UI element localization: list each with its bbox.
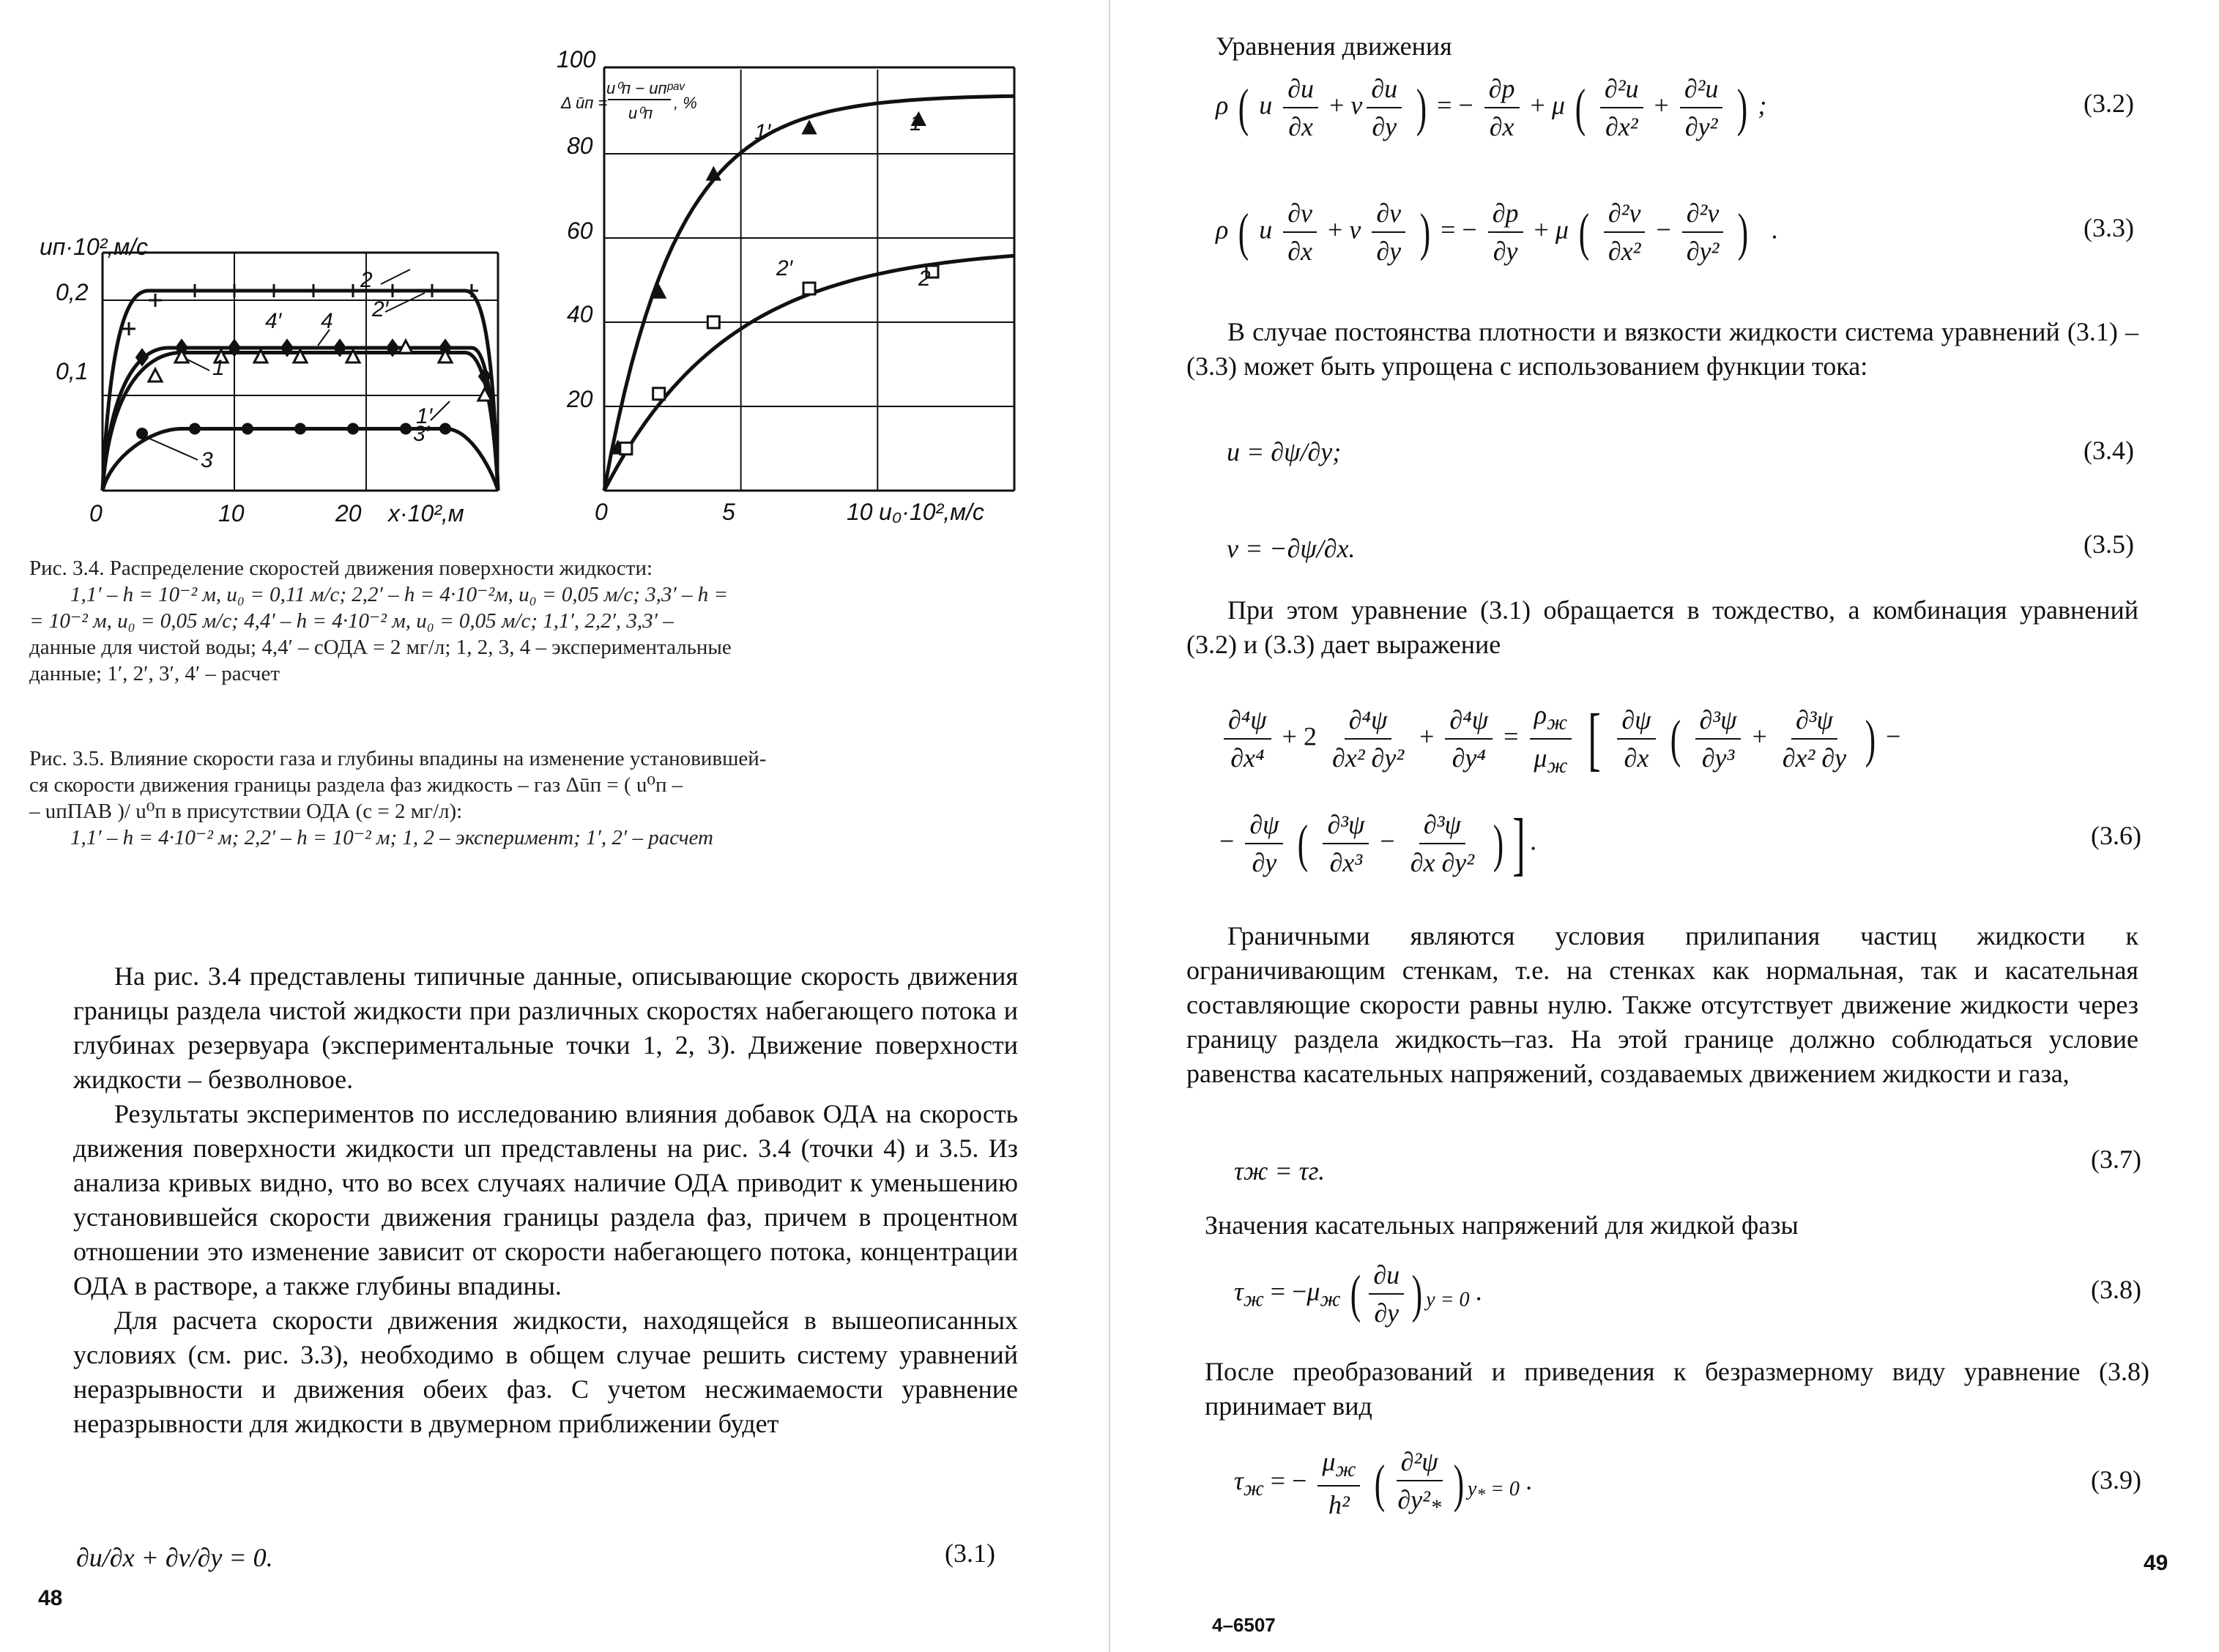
left-body-text [73,959,1018,1441]
fig34-leader [381,269,410,284]
fig34-point-plus [386,284,399,297]
fig34-leader [186,359,209,371]
fig35-point-square [620,443,632,455]
fig34-curve [103,291,498,491]
fig35-point-square [803,283,815,294]
fig35-xtick: 0 [595,499,608,525]
equation-3-6: $\frac{\text{∂⁴ψ}}{\text{∂x⁴}}$ + 2 $\frac{\text{∂⁴ψ}}{\text{∂x² ∂y²}}$ + $\frac{\text{∂⁴ψ}}{\text{∂y⁴}}$ = $\frac{\rho_ж}{\mu_ж}$ [ $\frac{\partial\psi}{\partial x}$ ( $\frac{\text{∂³ψ}}{\text{∂y³}}$ + $\frac{\text{∂³ψ}}{\text{∂x² ∂y}}$ ) − [1219,699,1900,778]
fig34-label: 4′ [265,309,282,333]
right-paragraph-4 [1205,1208,2135,1243]
fig34-point-plus [188,284,201,297]
fig34-point-circle [401,424,411,434]
paragraph: Граничными являются условия прилипания частиц жидкости к ограничивающим стенкам, т.е. на стенках как нормальная, так и касательная составляющие скорости равны нулю. Также отсутствует движение жидкости через границу раздела жидкость–газ. На этой границе должно соблюдаться условие равенства касательных напряжений, создаваемых движением жидкости и газа, [1186,921,2138,1088]
equation-number: (3.5) [2084,529,2134,559]
fig35-label: 1 [910,111,922,135]
paragraph: Значения касательных напряжений для жидкой фазы [1205,1210,1799,1240]
fig34-point-plus [465,284,478,297]
fig35-label: 2 [918,267,931,291]
fig34-label: 3 [201,448,213,472]
caption-3-5-title: Рис. 3.5. Влияние скорости газа и глубины впадины на изменение установившей- [29,747,767,770]
figure-3-4 [29,146,513,531]
equation-number: (3.7) [2091,1145,2141,1174]
fig34-curve [103,353,498,491]
figure-3-5 [542,46,1055,538]
fig34-point-circle [137,428,147,439]
fig34-label: 2′ [372,297,389,321]
caption-3-4-line: данные для чистой воды; 4,4′ – cОДА = 2 мг/л; 1, 2, 3, 4 – экспериментальные [29,636,732,659]
fig35-ytick: 20 [567,386,593,412]
fig34-leader [385,293,425,312]
fig34-label: 1′ [416,404,433,428]
fig35-label: 2′ [776,256,793,280]
section-heading: Уравнения движения [1216,31,1452,61]
figure-3-4-plot [29,146,513,527]
fig34-ytick: 0,2 [56,279,89,305]
fig34-ytick: 0,1 [56,358,89,384]
page-number-left: 48 [38,1586,63,1610]
caption-3-5-line: 1,1′ – h = 4·10⁻² м; 2,2′ – h = 10⁻² м; 1, 2 – эксперимент; 1′, 2′ – расчет [70,826,713,849]
right-paragraph-2 [1186,593,2138,662]
fig34-leader [431,401,450,420]
fig34-point-plus [425,284,439,297]
fig34-curve [103,429,498,491]
equation-number: (3.1) [945,1538,995,1568]
paragraph: Результаты экспериментов по исследованию влияния добавок ОДА на скорость движения поверхности жидкости uп представлены на рис. 3.4 (точки 4) и 3.5. Из анализа кривых видно, что во всех случаях наличие ОДА приводит к уменьшению установившейся скорости движения границы раздела фаз, причем в процентном отношении это изменение зависит от скорости набегающего потока, концентрации ОДА в растворе, а также глубины впадины. [73,1099,1018,1301]
fig35-ytick: 60 [567,217,593,244]
caption-fig-3-5 [29,745,1011,851]
fig34-label: 1 [212,356,225,380]
fig35-xlabel: u₀·10²,м/c [879,499,984,525]
equation-number: (3.6) [2091,821,2141,850]
equation-3-8: $\tau_ж = -\mu_ж$ ( $\frac{\partial u}{\partial y}$ ) $_{y = 0}$ . [1234,1260,1483,1328]
fig35-point-triangle [803,122,816,134]
equation-number: (3.2) [2084,89,2134,118]
page-number-right: 49 [2144,1551,2168,1575]
fig34-xtick: 20 [335,500,362,527]
fig35-ylabel-unit: , % [674,94,697,112]
equation-number: (3.3) [2084,213,2134,242]
equation-3-9: $\tau_ж$ = − $\frac{\mu_ж}{\text{h²}}$ ( $\frac{\text{∂²ψ}}{\partial y^2_*}$ ) $_{y_* = 0}$ . [1234,1447,1533,1520]
caption-3-5-line: – uпПАВ )/ u⁰п в присутствии ОДА (c = 2 мг/л): [29,800,463,823]
paragraph: При этом уравнение (3.1) обращается в тождество, а комбинация уравнений (3.2) и (3.3) дает выражение [1186,595,2138,659]
fig35-ylabel-sym: Δ ūп = [561,94,608,112]
fig34-label: 3′ [413,422,430,446]
equation-3-6-cont: − $\frac{\partial\psi}{\partial y}$ ( $\frac{\text{∂³ψ}}{\text{∂x³}}$ − $\frac{\text{∂³ψ}}{\text{∂x ∂y²}}$ ) ] . [1219,804,1537,882]
fig34-xtick: 10 [218,500,245,527]
right-paragraph-5 [1205,1355,2149,1424]
fig34-point-plus [307,284,320,297]
fig34-label: 2 [360,268,373,292]
fig34-point-plus [149,294,162,307]
fig34-curve [103,348,498,491]
fig34-point-triangle [149,369,162,382]
fig34-leader [148,438,198,460]
fig35-point-square [653,388,665,400]
fig34-xlabel: x·10²,м [388,500,464,527]
figure-3-5-plot [542,46,1055,535]
paragraph: На рис. 3.4 представлены типичные данные, описывающие скорость движения границы раздела чистой жидкости при различных скоростях набегающего потока и глубинах резервуара (экспериментальные точки 1, 2, 3). Движение поверхности жидкости – безволновое. [73,961,1018,1094]
caption-3-4-line: данные; 1′, 2′, 3′, 4′ – расчет [29,662,280,685]
fig34-point-circle [242,424,253,434]
fig35-xtick: 10 [847,499,873,525]
fig35-ylabel-num: u⁰п − uпᵖᵃᵛ [606,79,685,97]
fig35-ytick: 100 [557,46,596,72]
caption-fig-3-4 [29,555,1011,687]
fig34-point-circle [440,424,450,434]
printer-signature: 4–6507 [1212,1614,1276,1636]
fig35-label: 1′ [754,120,771,144]
equation-number: (3.8) [2091,1275,2141,1304]
caption-3-4-title: Рис. 3.4. Распределение скоростей движения поверхности жидкости: [29,557,653,580]
fig35-ylabel-den: u⁰п [628,104,653,122]
paragraph: После преобразований и приведения к безразмерному виду уравнение (3.8) принимает вид [1205,1357,2149,1421]
paragraph: Для расчета скорости движения жидкости, находящейся в вышеописанных условиях (см. рис. 3.3), необходимо в общем случае решить систему уравнений неразрывности и движения обеих фаз. С учетом несжимаемости уравнение неразрывности для жидкости в двумерном приближении будет [73,1306,1018,1438]
caption-3-4-line: 1,1′ – h = 10⁻² м, u₀ = 0,11 м/c; 2,2′ – h = 4·10⁻²м, u₀ = 0,05 м/c; 3,3′ – h = [70,583,729,606]
equation-3-5: v = −∂ψ/∂x. [1227,534,1356,563]
fig34-point-circle [348,424,358,434]
fig35-ytick: 80 [567,133,593,159]
fig34-point-plus [267,284,280,297]
equation-3-4: u = ∂ψ/∂y; [1227,437,1342,466]
caption-3-4-line: = 10⁻² м, u₀ = 0,05 м/c; 4,4′ – h = 4·10⁻² м, u₀ = 0,05 м/c; 1,1′, 2,2′, 3,3′ – [29,609,674,633]
right-paragraph-1 [1186,315,2138,384]
fig34-ylabel: uп·10²,м/c [40,234,149,260]
fig35-ytick: 40 [567,301,593,327]
fig34-xtick: 0 [89,500,103,527]
right-paragraph-3 [1186,919,2138,1091]
equation-3-1: ∂u/∂x + ∂v/∂y = 0. [76,1543,273,1572]
paragraph: В случае постоянства плотности и вязкости жидкости система уравнений (3.1) – (3.3) может быть упрощена с использованием функции тока: [1186,317,2138,381]
equation-3-7: τж = τг. [1234,1156,1326,1186]
equation-3-3: ρ ( u $\frac{\partial v}{\partial x}$ + v $\frac{\partial v}{\partial y}$ ) = − $\frac{\partial p}{\partial y}$ + μ ( $\frac{\text{∂²v}}{\text{∂x²}}$ − $\frac{\text{∂²v}}{\text{∂y²}}$ ) . [1216,198,1779,266]
fig34-point-plus [228,284,241,297]
fig34-point-circle [295,424,305,434]
equation-3-2: ρ ( u $\frac{\partial u}{\partial x}$ + v $\frac{\partial u}{\partial y}$ ) = − $\frac{\partial p}{\partial x}$ + μ ( $\frac{\text{∂²u}}{\text{∂x²}}$ + $\frac{\text{∂²u}}{\text{∂y²}}$ ) ; [1216,74,1767,141]
fig34-point-plus [346,284,360,297]
equation-number: (3.9) [2091,1465,2141,1495]
equation-number: (3.4) [2084,436,2134,465]
fig35-point-square [707,316,719,328]
fig34-label: 4 [321,309,333,333]
caption-3-5-line: ся скорости движения границы раздела фаз жидкость – газ Δūп = ( u⁰п – [29,773,683,797]
fig34-point-circle [190,424,200,434]
fig35-xtick: 5 [722,499,735,525]
right-page [1110,0,2219,1652]
